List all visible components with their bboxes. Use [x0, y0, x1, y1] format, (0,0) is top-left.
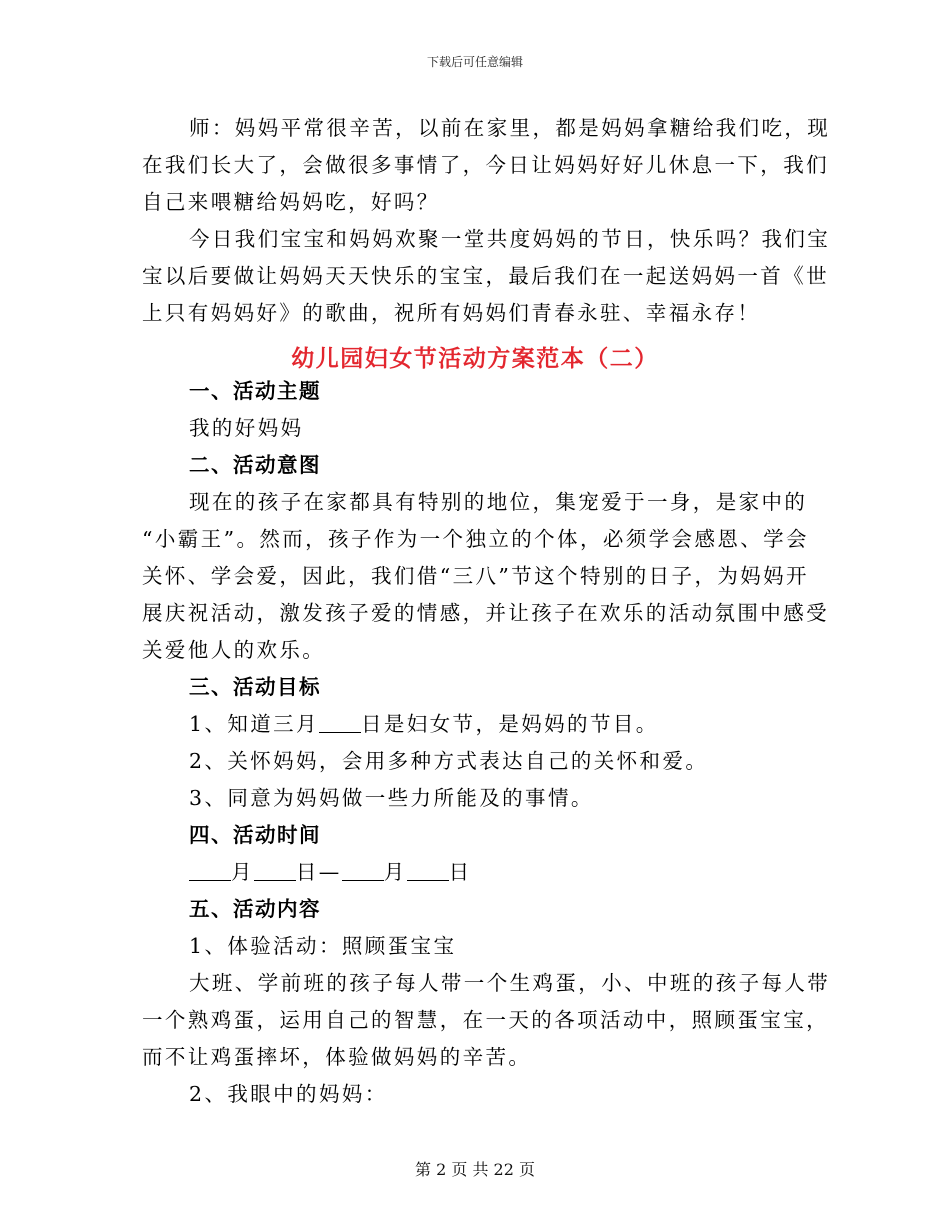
fill-in-blank	[342, 862, 384, 881]
section-heading: 五、活动内容	[189, 897, 321, 921]
document-title: 幼儿园妇女节活动方案范本（二）	[291, 346, 659, 372]
fill-in-blank	[407, 862, 449, 881]
section-heading: 二、活动意图	[189, 453, 321, 477]
fill-in-blank	[319, 714, 361, 733]
paragraph-line: 在我们长大了，会做很多事情了，今日让妈妈好好儿休息一下，我们	[142, 153, 829, 177]
date-unit: 日	[448, 860, 472, 884]
goal-item	[189, 714, 659, 735]
content-item: 2、我眼中的妈妈：	[189, 1082, 388, 1106]
paragraph-line: 自己来喂糖给妈妈吃，好吗？	[142, 190, 440, 214]
paragraph-line: 关爱他人的欢乐。	[142, 638, 326, 662]
paragraph-line: 师：妈妈平常很辛苦，以前在家里，都是妈妈拿糖给我们吃，现	[189, 116, 831, 140]
section-heading: 一、活动主题	[189, 379, 321, 403]
content-item: 1、体验活动：照顾蛋宝宝	[189, 934, 457, 958]
date-range	[189, 862, 472, 883]
paragraph-line: 现在的孩子在家都具有特别的地位，集宠爱于一身，是家中的	[189, 490, 808, 514]
paragraph-line: 而不让鸡蛋摔坏，体验做妈妈的辛苦。	[142, 1045, 532, 1069]
goal-item: 2、关怀妈妈，会用多种方式表达自己的关怀和爱。	[189, 749, 709, 773]
goal-text: 日是妇女节，是妈妈的节目。	[360, 712, 659, 736]
section-heading: 三、活动目标	[189, 675, 321, 699]
paragraph-line: 今日我们宝宝和妈妈欢聚一堂共度妈妈的节日，快乐吗？我们宝	[189, 227, 831, 251]
paragraph-line: 关怀、学会爱，因此，我们借“三八”节这个特别的日子，为妈妈开	[142, 564, 809, 588]
date-unit: 月	[383, 860, 407, 884]
paragraph-line: 一个熟鸡蛋，运用自己的智慧，在一天的各项活动中，照顾蛋宝宝，	[142, 1008, 829, 1032]
paragraph-line: “小霸王”。然而，孩子作为一个独立的个体，必须学会感恩、学会	[142, 527, 809, 551]
goal-text: 1、知道三月	[189, 712, 319, 736]
fill-in-blank	[189, 862, 231, 881]
date-unit: 月	[231, 860, 254, 884]
paragraph-line: 上只有妈妈好》的歌曲，祝所有妈妈们青春永驻、幸福永存！	[142, 301, 761, 325]
paragraph-line: 大班、学前班的孩子每人带一个生鸡蛋，小、中班的孩子每人带	[189, 971, 831, 995]
date-unit: 日—	[295, 860, 342, 884]
paragraph-line: 宝以后要做让妈妈天天快乐的宝宝，最后我们在一起送妈妈一首《世	[142, 264, 829, 288]
page-footer: 第 2 页 共 22 页	[415, 1160, 535, 1179]
paragraph-line: 展庆祝活动，激发孩子爱的情感，并让孩子在欢乐的活动氛围中感受	[142, 601, 829, 625]
goal-item: 3、同意为妈妈做一些力所能及的事情。	[189, 786, 594, 810]
page-header: 下载后可任意编辑	[426, 55, 523, 69]
fill-in-blank	[254, 862, 296, 881]
section-heading: 四、活动时间	[189, 823, 321, 847]
section-body: 我的好妈妈	[189, 416, 304, 440]
